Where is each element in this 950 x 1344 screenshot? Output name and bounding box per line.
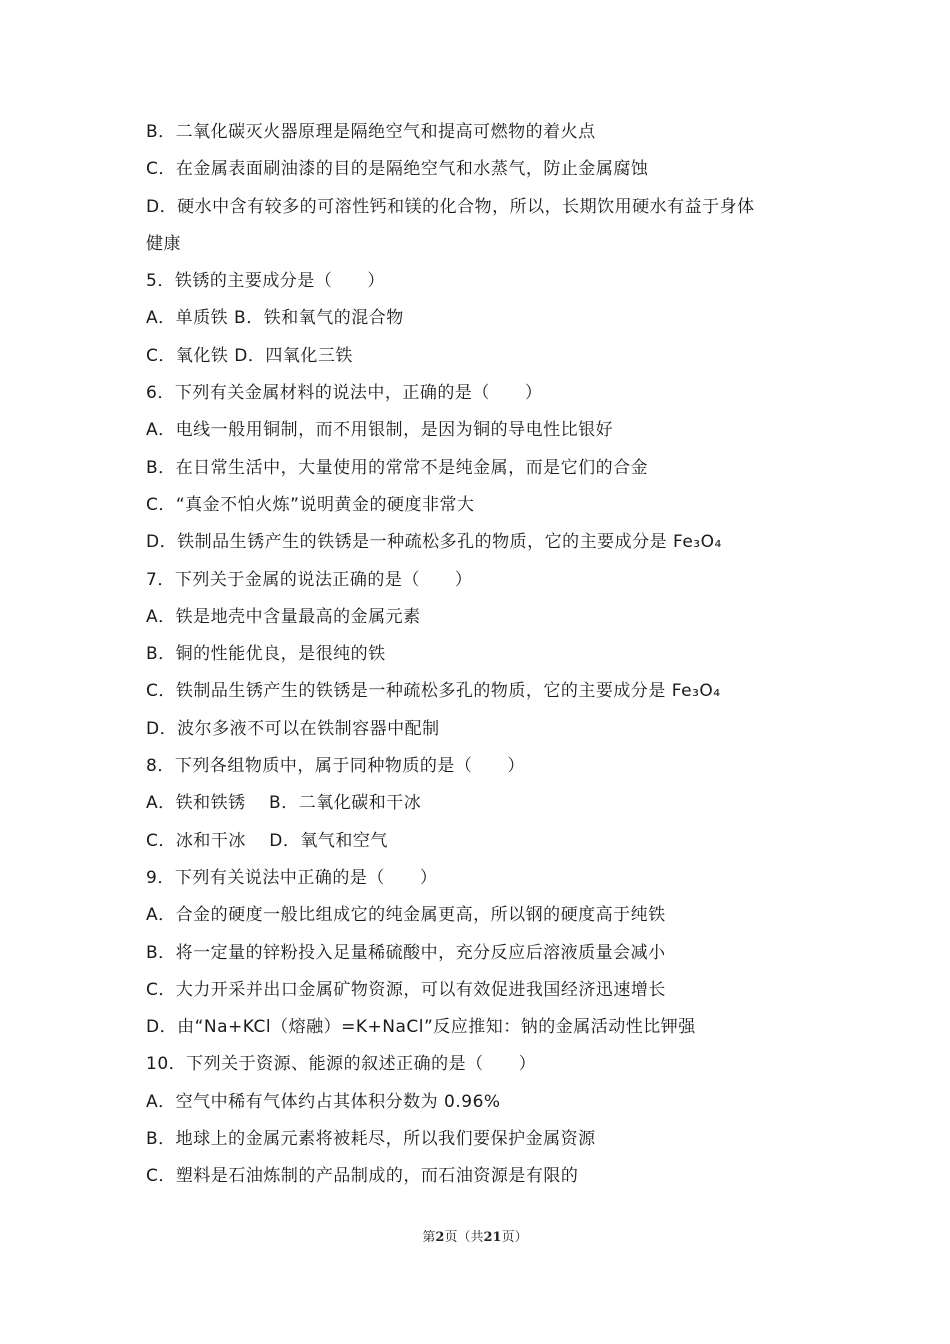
text-line: C．冰和干冰 D．氧气和空气 bbox=[146, 830, 388, 851]
question-6-stem: 6．下列有关金属材料的说法中，正确的是（ ） bbox=[146, 383, 543, 404]
text-line: C．铁制品生锈产生的铁锈是一种疏松多孔的物质，它的主要成分是 Fe₃O₄ bbox=[146, 681, 721, 702]
text-line: D．硬水中含有较多的可溶性钙和镁的化合物，所以，长期饮用硬水有益于身体 bbox=[146, 196, 755, 217]
text-line: C．“真金不怕火炼”说明黄金的硬度非常大 bbox=[146, 494, 475, 515]
question-7-stem: 7．下列关于金属的说法正确的是（ ） bbox=[146, 569, 473, 590]
question-8-stem: 8．下列各组物质中，属于同种物质的是（ ） bbox=[146, 756, 525, 777]
text-line: D．由“Na+KCl（熔融）=K+NaCl”反应推知：钠的金属活动性比钾强 bbox=[146, 1017, 696, 1038]
footer-page-number: 2 bbox=[435, 1230, 445, 1245]
text-line: A．单质铁 B．铁和氧气的混合物 bbox=[146, 308, 404, 329]
text-line: A．合金的硬度一般比组成它的纯金属更高，所以钢的硬度高于纯铁 bbox=[146, 905, 666, 926]
page-footer bbox=[0, 1226, 950, 1245]
text-line: B．在日常生活中，大量使用的常常不是纯金属，而是它们的合金 bbox=[146, 457, 649, 478]
text-line: B．二氧化碳灭火器原理是隔绝空气和提高可燃物的着火点 bbox=[146, 122, 596, 142]
question-5-stem: 5．铁锈的主要成分是（ ） bbox=[146, 271, 385, 292]
text-line: A．铁是地壳中含量最高的金属元素 bbox=[146, 606, 421, 627]
footer-prefix: 第 bbox=[422, 1230, 436, 1245]
text-line: C．大力开采并出口金属矿物资源，可以有效促进我国经济迅速增长 bbox=[146, 979, 666, 1000]
text-line: C．塑料是石油炼制的产品制成的，而石油资源是有限的 bbox=[146, 1166, 579, 1187]
footer-suffix: 页） bbox=[501, 1230, 528, 1245]
text-line: A．空气中稀有气体约占其体积分数为 0.96% bbox=[146, 1091, 501, 1112]
question-10-stem: 10．下列关于资源、能源的叙述正确的是（ ） bbox=[146, 1054, 537, 1075]
text-line: C．在金属表面刷油漆的目的是隔绝空气和水蒸气，防止金属腐蚀 bbox=[146, 159, 649, 180]
footer-total-pages: 21 bbox=[483, 1230, 502, 1245]
text-line: B．将一定量的锌粉投入足量稀硫酸中，充分反应后溶液质量会减小 bbox=[146, 942, 666, 963]
text-line: B．地球上的金属元素将被耗尽，所以我们要保护金属资源 bbox=[146, 1129, 596, 1150]
text-line: A．铁和铁锈 B．二氧化碳和干冰 bbox=[146, 793, 422, 814]
question-text-block bbox=[146, 114, 826, 1196]
text-line: 健康 bbox=[146, 233, 181, 254]
text-line: A．电线一般用铜制，而不用银制，是因为铜的导电性比银好 bbox=[146, 420, 614, 441]
question-9-stem: 9．下列有关说法中正确的是（ ） bbox=[146, 867, 438, 888]
text-line: B．铜的性能优良，是很纯的铁 bbox=[146, 644, 386, 665]
text-line: D．波尔多液不可以在铁制容器中配制 bbox=[146, 718, 440, 739]
footer-mid: 页（共 bbox=[444, 1230, 484, 1245]
text-line: D．铁制品生锈产生的铁锈是一种疏松多孔的物质，它的主要成分是 Fe₃O₄ bbox=[146, 532, 722, 553]
text-line: C．氧化铁 D．四氧化三铁 bbox=[146, 345, 353, 366]
